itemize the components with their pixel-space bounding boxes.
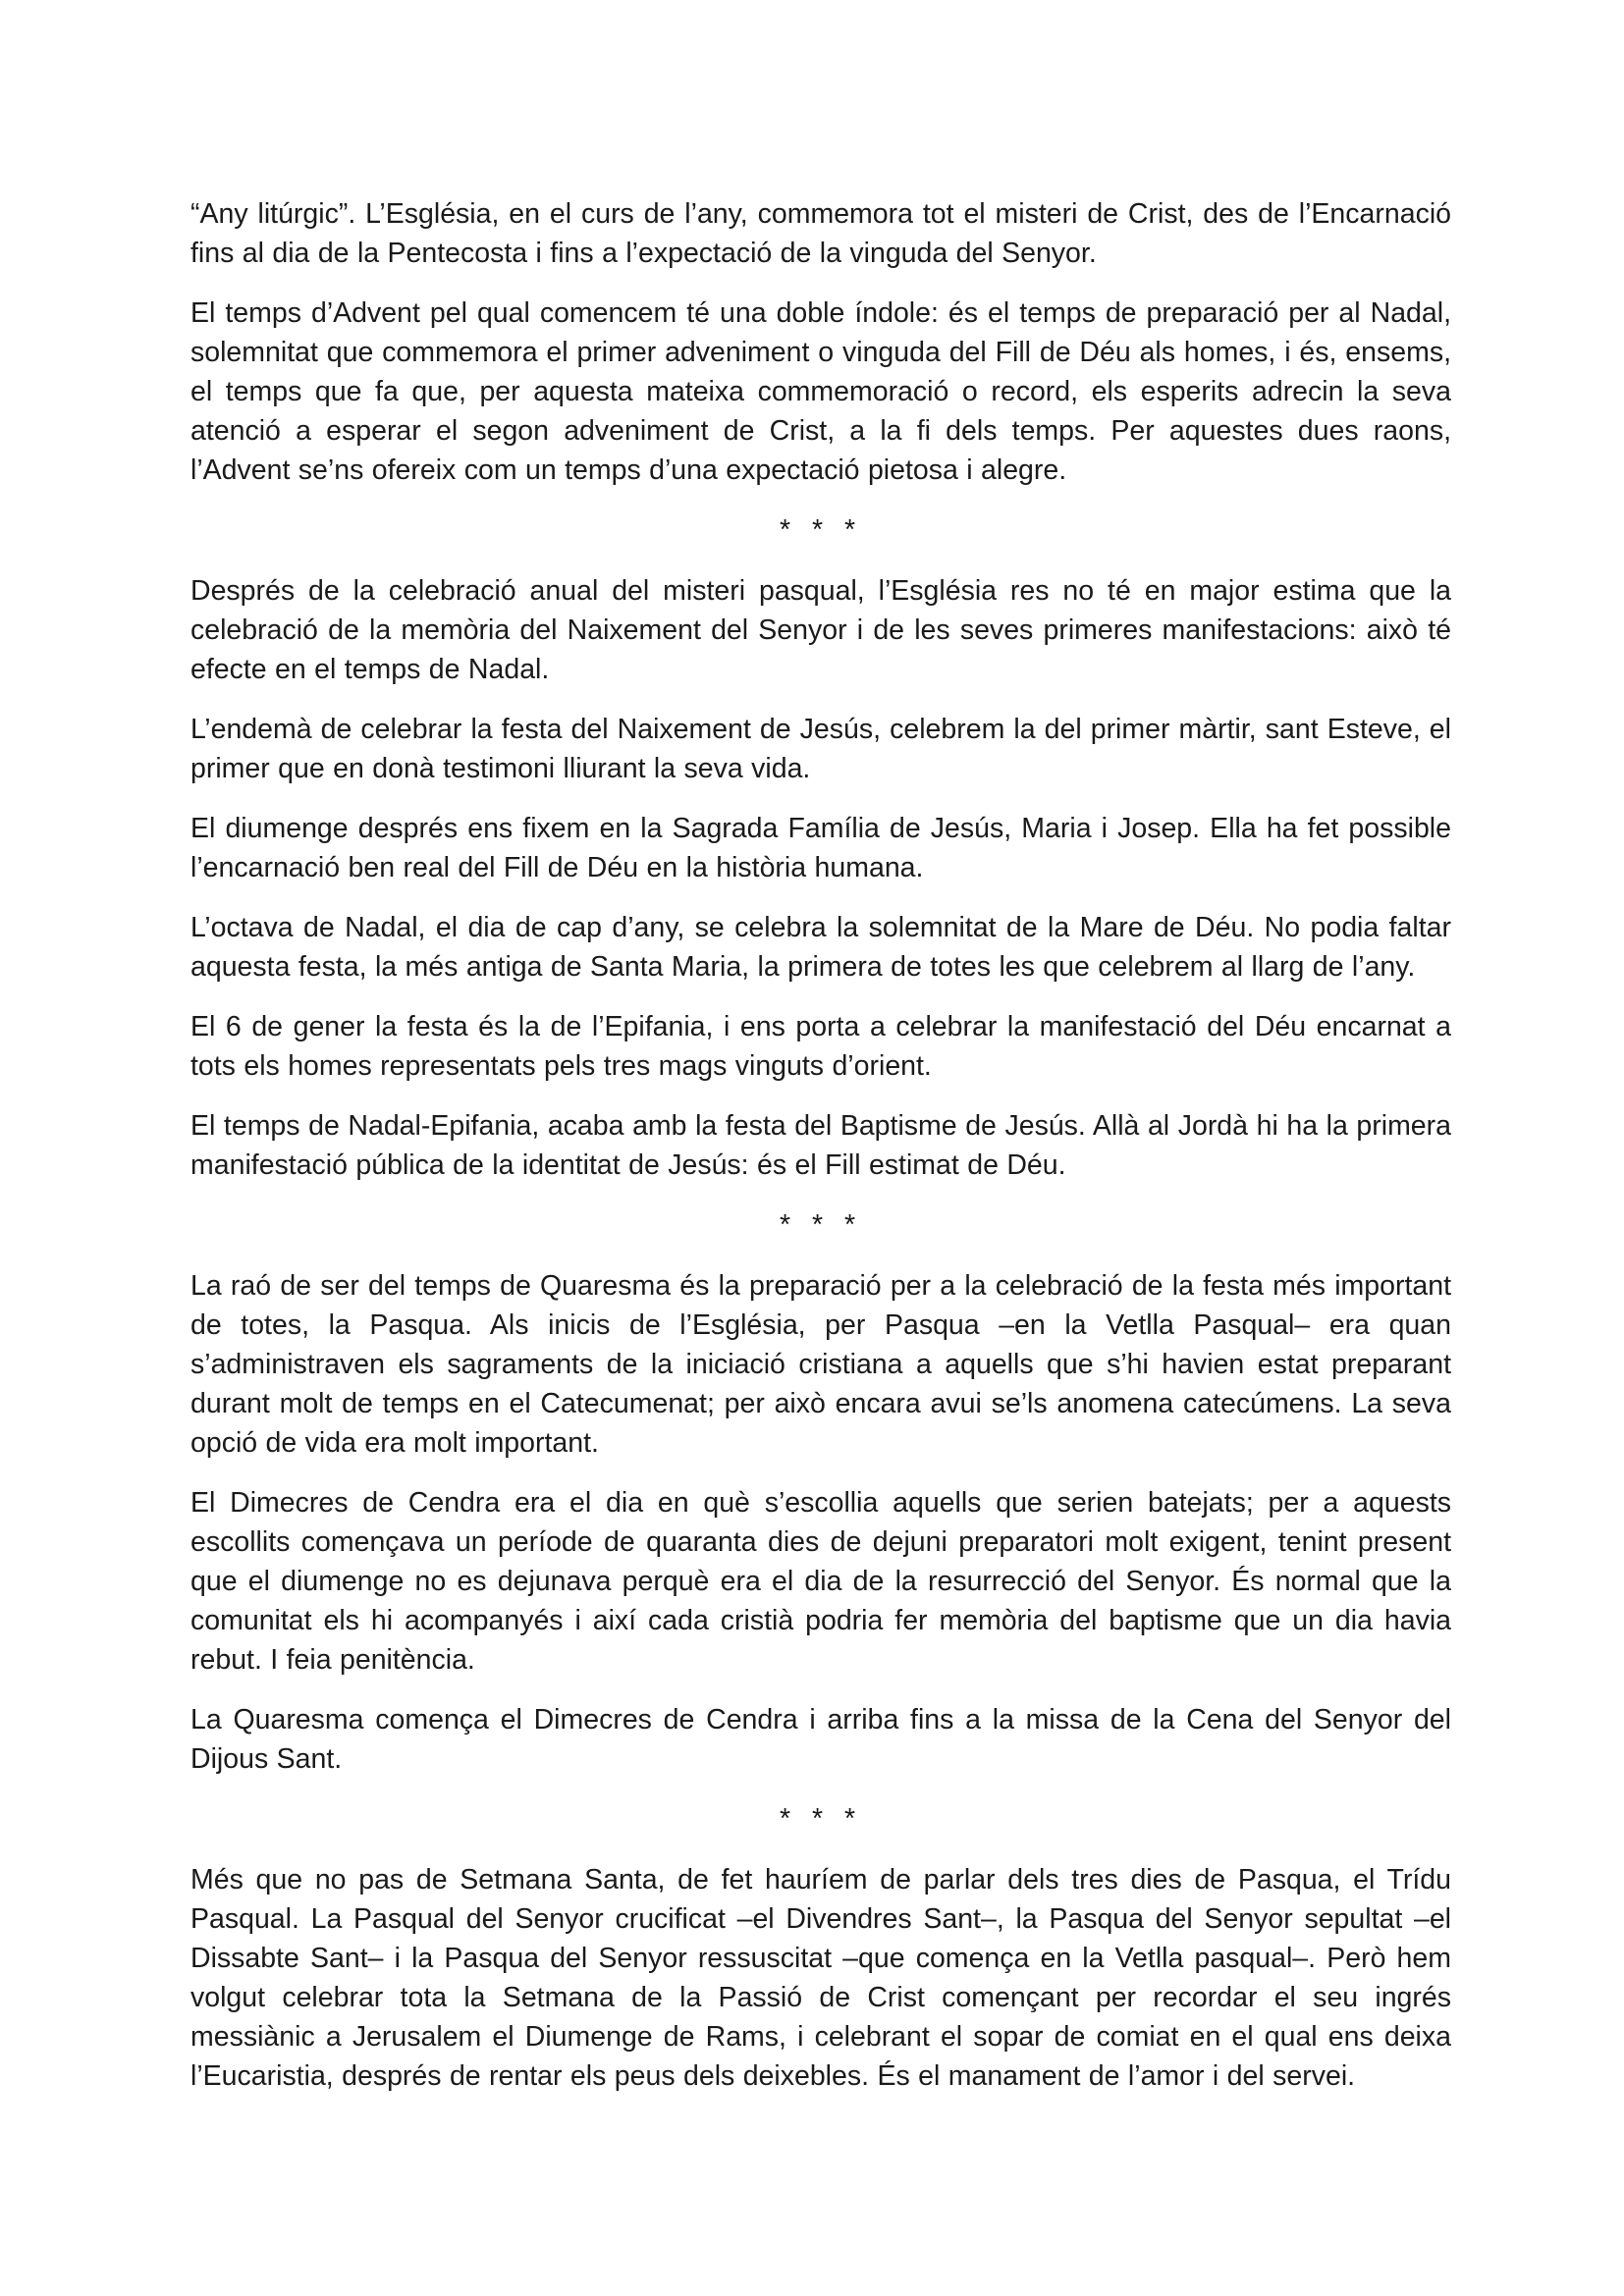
document-body (190, 194, 1451, 2096)
paragraph: El diumenge després ens fixem en la Sagrada Família de Jesús, Maria i Josep. Ella ha fet possible l’encarnació ben real del Fill de Déu en la història humana. (190, 813, 1451, 883)
paragraph: Després de la celebració anual del misteri pasqual, l’Església res no té en major estima que la celebració de la memòria del Naixement del Senyor i de les seves primeres manifestacions: això té efecte en el temps de Nadal. (190, 575, 1451, 685)
paragraph: El Dimecres de Cendra era el dia en què s’escollia aquells que serien batejats; per a aquests escollits començava un període de quaranta dies de dejuni preparatori molt exigent, tenint present que el diumenge no es dejunava perquè era el dia de la resurrecció del Senyor. És normal que la comunitat els hi acompanyés i així cada cristià podria fer memòria del baptisme que un dia havia rebut. I feia penitència. (190, 1487, 1451, 1676)
paragraph: El temps de Nadal-Epifania, acaba amb la festa del Baptisme de Jesús. Allà al Jordà hi ha la primera manifestació pública de la identitat de Jesús: és el Fill estimat de Déu. (190, 1110, 1451, 1181)
paragraph: El temps d’Advent pel qual comencem té una doble índole: és el temps de preparació per al Nadal, solemnitat que commemora el primer adveniment o vinguda del Fill de Déu als homes, i és, ensems, el temps que fa que, per aquesta mateixa commemoració o record, els esperits adrecin la seva atenció a esperar el segon adveniment de Crist, a la fi dels temps. Per aquestes dues raons, l’Advent se’ns ofereix com un temps d’una expectació pietosa i alegre. (190, 297, 1451, 486)
section-separator: * * * (779, 514, 863, 546)
section-separator: * * * (779, 1803, 863, 1835)
paragraph: La raó de ser del temps de Quaresma és la preparació per a la celebració de la festa més important de totes, la Pasqua. Als inicis de l’Església, per Pasqua –en la Vetlla Pasqual– era quan s’administraven els sagraments de la iniciació cristiana a aquells que s’hi havien estat preparant durant molt de temps en el Catecumenat; per això encara avui se’ls anomena catecúmens. La seva opció de vida era molt important. (190, 1270, 1451, 1459)
section-separator: * * * (779, 1209, 863, 1241)
paragraph: El 6 de gener la festa és la de l’Epifania, i ens porta a celebrar la manifestació del Déu encarnat a tots els homes representats pels tres mags vinguts d’orient. (190, 1011, 1451, 1082)
paragraph: L’endemà de celebrar la festa del Naixement de Jesús, celebrem la del primer màrtir, sant Esteve, el primer que en donà testimoni lliurant la seva vida. (190, 714, 1451, 784)
paragraph: L’octava de Nadal, el dia de cap d’any, se celebra la solemnitat de la Mare de Déu. No podia faltar aquesta festa, la més antiga de Santa Maria, la primera de totes les que celebrem al llarg de l’any. (190, 912, 1451, 983)
paragraph: “Any litúrgic”. L’Església, en el curs de l’any, commemora tot el misteri de Crist, des de l’Encarnació fins al dia de la Pentecosta i fins a l’expectació de la vinguda del Senyor. (190, 198, 1451, 269)
paragraph: Més que no pas de Setmana Santa, de fet hauríem de parlar dels tres dies de Pasqua, el Trídu Pasqual. La Pasqual del Senyor crucificat –el Divendres Sant–, la Pasqua del Senyor sepultat –el Dissabte Sant– i la Pasqua del Senyor ressuscitat –que comença en la Vetlla pasqual–. Però hem volgut celebrar tota la Setmana de la Passió de Crist començant per recordar el seu ingrés messiànic a Jerusalem el Diumenge de Rams, i celebrant el sopar de comiat en el qual ens deixa l’Eucaristia, després de rentar els peus dels deixebles. És el manament de l’amor i del servei. (190, 1864, 1451, 2092)
paragraph: La Quaresma comença el Dimecres de Cendra i arriba fins a la missa de la Cena del Senyor del Dijous Sant. (190, 1704, 1451, 1775)
